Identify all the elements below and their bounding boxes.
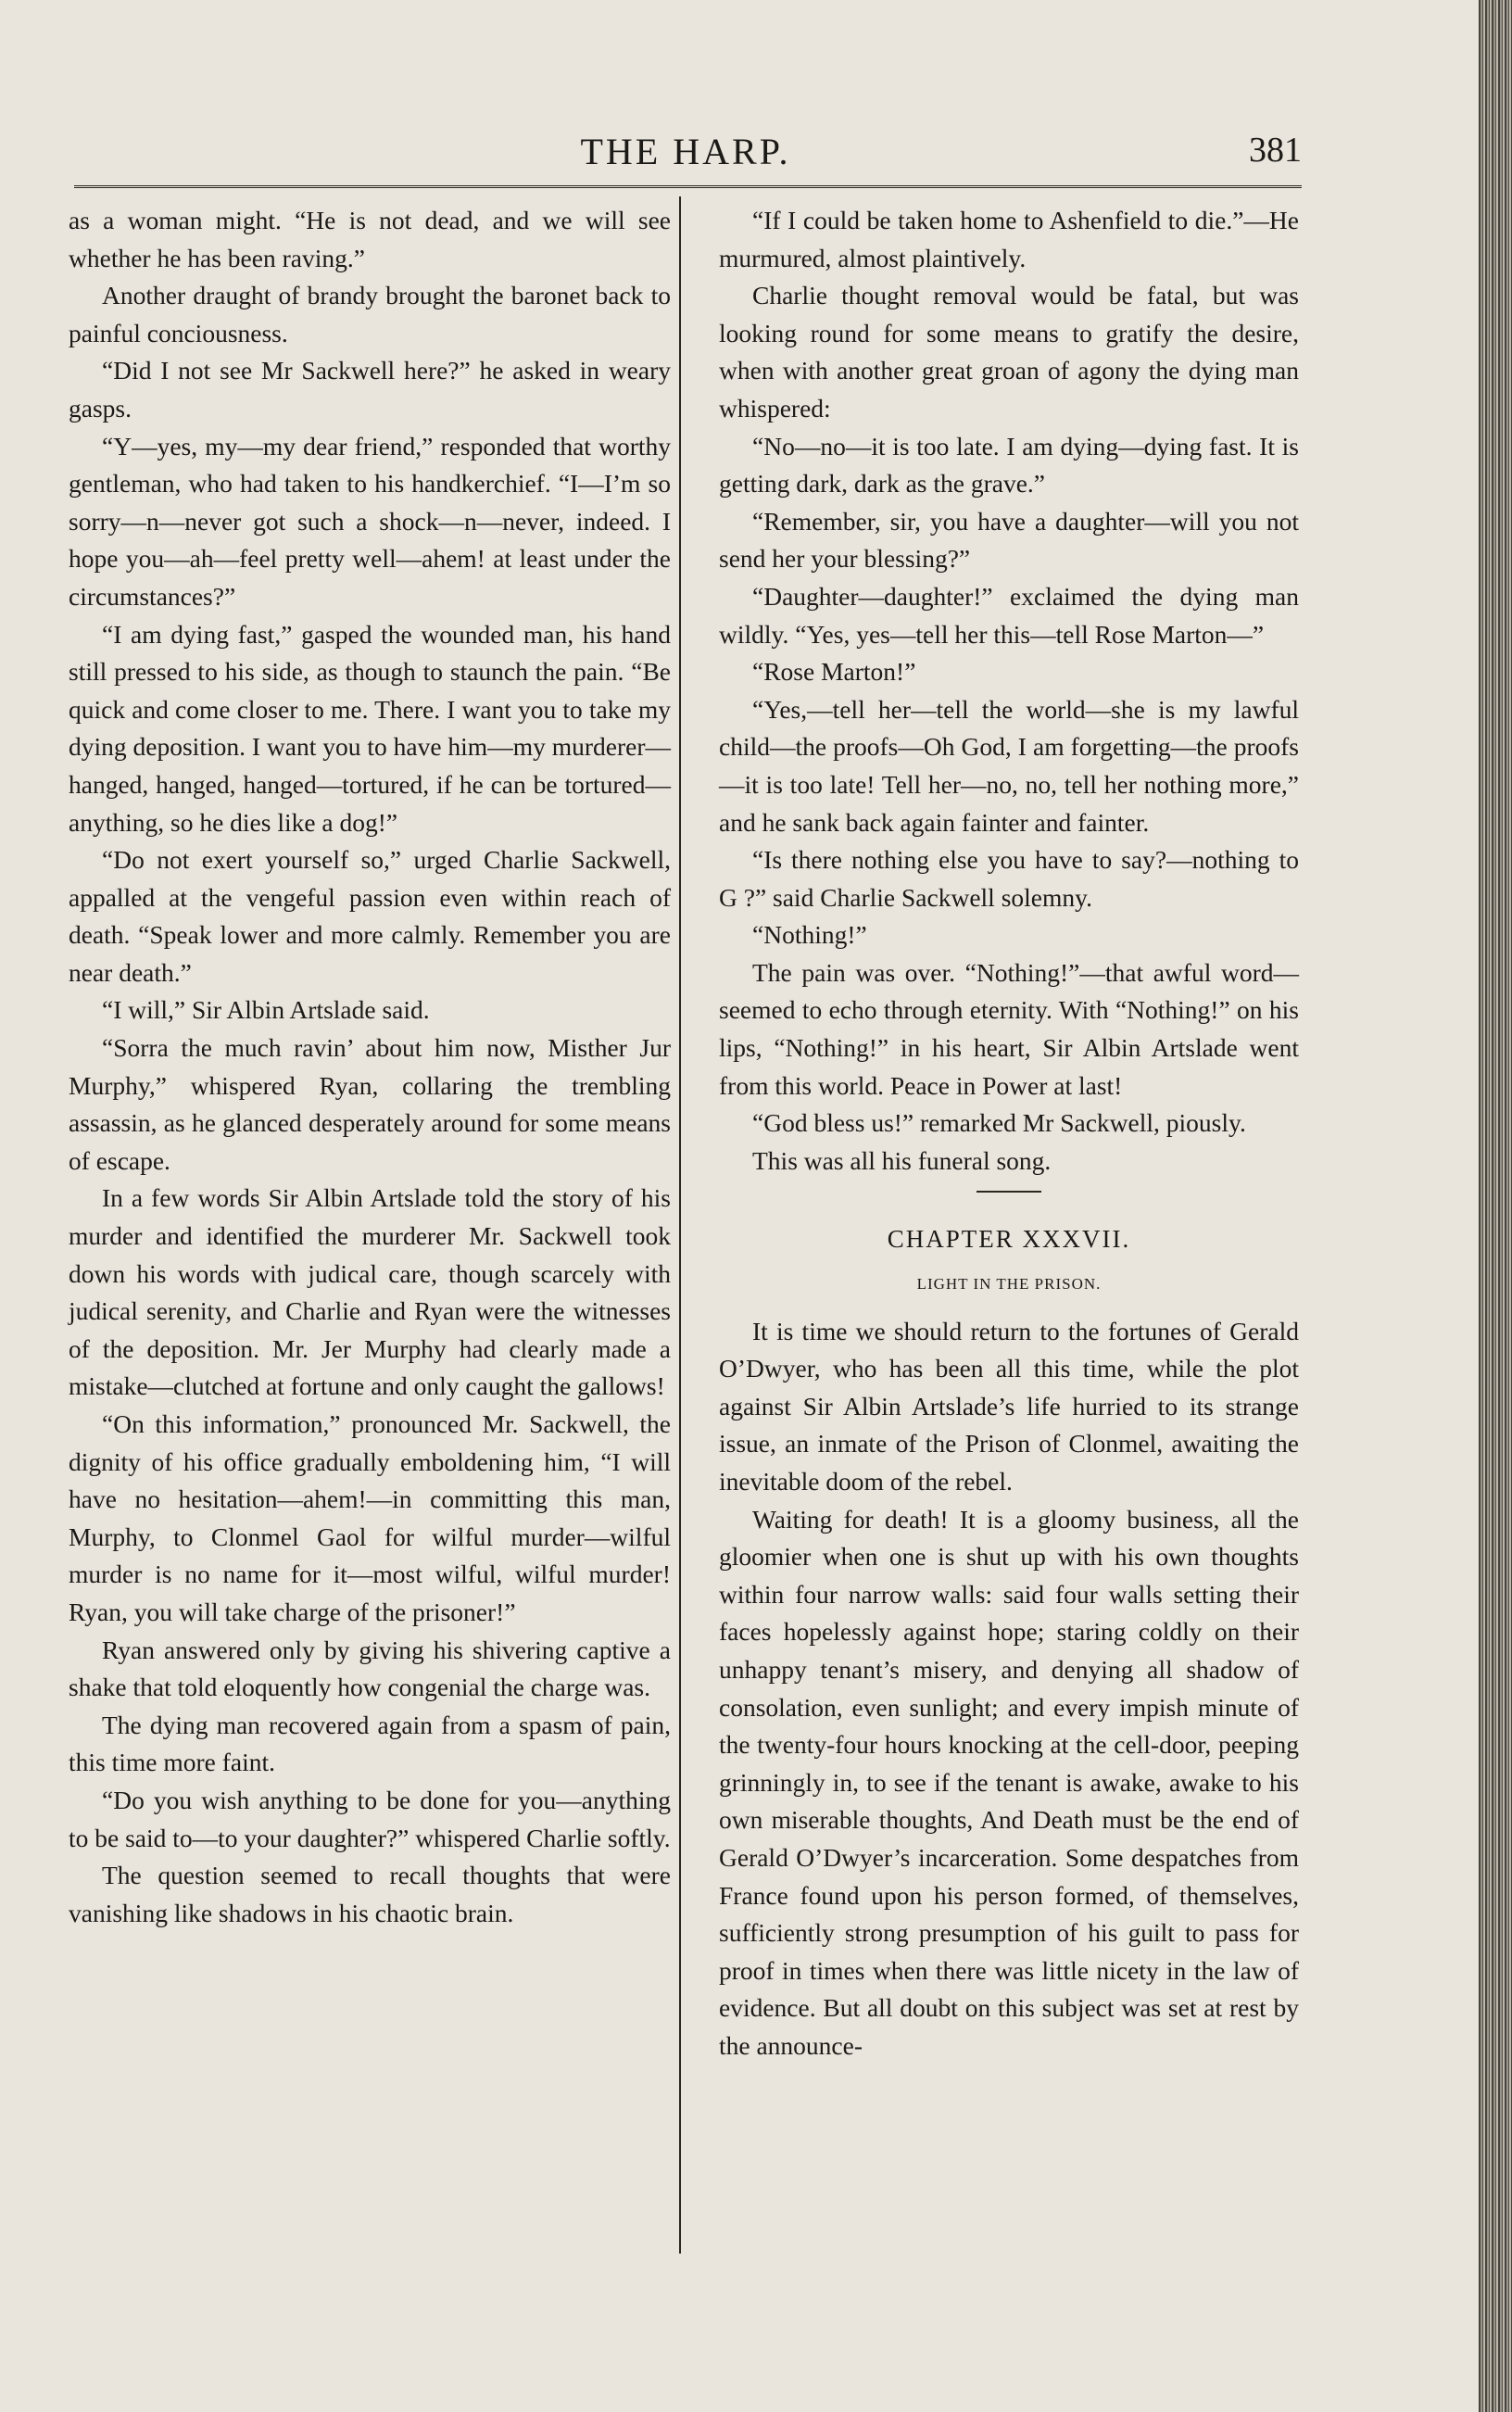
- paragraph: “If I could be taken home to Ashenfield to die.”—He murmured, almost plaintively.: [719, 206, 1299, 272]
- paragraph: This was all his funeral song.: [752, 1145, 1052, 1175]
- paragraph: The pain was over. “Nothing!”—that awful word—seemed to echo through eternity. With “Nothing!” on his lips, “Nothing!” in his heart, Sir Albin Artslade went from this world. Peace in Power at last!: [719, 957, 1299, 1100]
- paragraph: “Yes,—tell her—tell the world—she is my lawful child—the proofs—Oh God, I am forgetting—the proofs—it is too late! Tell her—no, no, tell her nothing more,” and he sank back again fainter and fainter.: [719, 694, 1299, 837]
- paragraph: “On this information,” pronounced Mr. Sackwell, the dignity of his office gradually emboldening him, “I will have no hesitation—ahem!—in committing this man, Murphy, to Clonmel Gaol for wilful murder—wilful murder is no name for it—most wilful, wilful murder! Ryan, you will take charge of the prisoner!”: [69, 1409, 671, 1626]
- paragraph: It is time we should return to the fortunes of Gerald O’Dwyer, who has been all this time, while the plot against Sir Albin Artslade’s life hurried to its strange issue, an inmate of the Prison of Clonmel, awaiting the inevitable doom of the rebel.: [719, 1316, 1299, 1496]
- paragraph: “Y—yes, my—my dear friend,” responded that worthy gentleman, who had taken to his handkerchief. “I—I’m so sorry—n—never got such a shock—n—never, indeed. I hope you—ah—feel pretty well—ahem! at least under the circumstances?”: [69, 431, 671, 611]
- paragraph: Another draught of brandy brought the baronet back to painful conciousness.: [69, 281, 671, 347]
- paragraph: “Is there nothing else you have to say?—nothing to G ?” said Charlie Sackwell solemny.: [719, 845, 1299, 912]
- paragraph: “I will,” Sir Albin Artslade said.: [102, 995, 430, 1025]
- paragraph: “Daughter—daughter!” exclaimed the dying man wildly. “Yes, yes—tell her this—tell Rose Marton—”: [719, 581, 1299, 649]
- paragraph: “Rose Marton!”: [752, 657, 916, 687]
- paragraph: “God bless us!” remarked Mr Sackwell, piously.: [752, 1108, 1246, 1138]
- page-header: [69, 130, 1302, 187]
- chapter-heading: CHAPTER XXXVII.: [887, 1225, 1131, 1254]
- paragraph: “Nothing!”: [752, 920, 867, 950]
- chapter-rule: [976, 1191, 1041, 1193]
- paragraph: “Do not exert yourself so,” urged Charlie Sackwell, appalled at the vengeful passion even within reach of death. “Speak lower and more calmly. Remember you are near death.”: [69, 845, 671, 987]
- paragraph: Ryan answered only by giving his shivering captive a shake that told eloquently how congenial the charge was.: [69, 1635, 671, 1702]
- book-spine-edge: [1479, 0, 1512, 2412]
- paragraph: “I am dying fast,” gasped the wounded man, his hand still pressed to his side, as though to staunch the pain. “Be quick and come closer to me. There. I want you to take my dying deposition. I want you to have him—my murderer—hanged, hanged, hanged—tortured, if he can be tortured—anything, so he dies like a dog!”: [69, 619, 671, 837]
- header-rule: [74, 185, 1302, 188]
- left-column: [69, 202, 671, 1932]
- column-divider: [679, 196, 681, 2254]
- right-column: [719, 202, 1299, 2065]
- paragraph: as a woman might. “He is not dead, and we will see whether he has been raving.”: [69, 206, 671, 272]
- paragraph: “Remember, sir, you have a daughter—will you not send her your blessing?”: [719, 506, 1299, 574]
- paragraph: The dying man recovered again from a spasm of pain, this time more faint.: [69, 1710, 671, 1777]
- page-number: 381: [1249, 131, 1302, 170]
- paragraph: “Did I not see Mr Sackwell here?” he asked in weary gasps.: [69, 356, 671, 423]
- paragraph: “Do you wish anything to be done for you—anything to be said to—to your daughter?” whispered Charlie softly.: [69, 1785, 671, 1852]
- chapter-subtitle: LIGHT IN THE PRISON.: [916, 1275, 1102, 1294]
- paragraph: The question seemed to recall thoughts that were vanishing like shadows in his chaotic brain.: [69, 1861, 671, 1927]
- paragraph: Charlie thought removal would be fatal, but was looking round for some means to gratify the desire, when with another great groan of agony the dying man whispered:: [719, 281, 1299, 423]
- paragraph: Waiting for death! It is a gloomy business, all the gloomier when one is shut up with his own thoughts within four narrow walls: said four walls setting their faces hopelessly against hope; staring coldly on their unhappy tenant’s misery, and denying all shadow of consolation, even sunlight; and every impish minute of the twenty-four hours knocking at the cell-door, peeping grinningly in, to see if the tenant is awake, awake to his own miserable thoughts, And Death must be the end of Gerald O’Dwyer’s incarceration. Some despatches from France found upon his person formed, of themselves, sufficiently strong presumption of his guilt to pass for proof in times when there was little nicety in the law of evidence. But all doubt on this subject was set at rest by the announce-: [719, 1504, 1299, 2060]
- running-title: THE HARP.: [580, 131, 791, 172]
- paragraph: In a few words Sir Albin Artslade told the story of his murder and identified the murderer Mr. Sackwell took down his words with judical care, though scarcely with judical serenity, and Charlie and Ryan were the witnesses of the deposition. Mr. Jer Murphy had clearly made a mistake—clutched at fortune and only caught the gallows!: [69, 1183, 671, 1401]
- paragraph: “No—no—it is too late. I am dying—dying fast. It is getting dark, dark as the grave.”: [719, 431, 1299, 499]
- paragraph: “Sorra the much ravin’ about him now, Misther Jur Murphy,” whispered Ryan, collaring the trembling assassin, as he glanced desperately around for some means of escape.: [69, 1033, 671, 1175]
